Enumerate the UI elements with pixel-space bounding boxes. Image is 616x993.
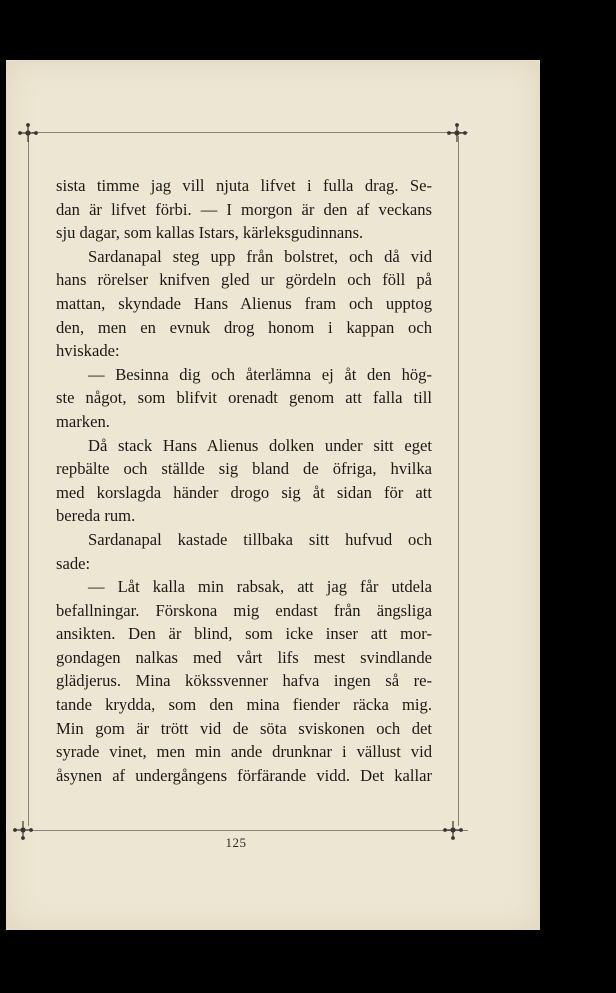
text-line: repbälte och ställde sig bland de öfriga, hvilka	[56, 459, 432, 479]
text-line: hviskade:	[56, 341, 120, 361]
text-line: marken.	[56, 411, 110, 431]
text-line: hans rörelser knifven gled ur gördeln och föll på	[56, 270, 432, 290]
text-line: glädjerus. Mina kökssvenner hafva ingen så re-	[56, 671, 432, 691]
corner-ornament-icon	[17, 122, 39, 144]
text-line: — Besinna dig och återlämna ej åt den hög-	[88, 364, 432, 384]
text-line: åsynen af undergångens förfärande vidd. Det kallar	[56, 765, 432, 785]
text-line: sade:	[56, 553, 91, 573]
frame-left-rule	[28, 136, 29, 826]
text-line: Min gom är trött vid de söta sviskonen och det	[56, 718, 432, 738]
text-line: — Låt kalla min rabsak, att jag får utdela	[88, 577, 432, 597]
page-number: 125	[225, 835, 247, 850]
corner-ornament-icon	[446, 122, 468, 144]
text-line: dan är lifvet förbi. — I morgon är den af veckans	[56, 199, 432, 219]
text-line: ste något, som blifvit orenadt genom att falla till	[56, 388, 432, 408]
text-line: mattan, skyndade Hans Alienus fram och upptog	[56, 293, 432, 313]
text-line: syrade vinet, men min ande drunknar i vällust vid	[56, 742, 432, 762]
text-line: Då stack Hans Alienus dolken under sitt eget	[88, 435, 432, 455]
text-line: bereda rum.	[56, 506, 136, 526]
frame-top-rule	[32, 132, 468, 133]
text-line: med korslagda händer drogo sig åt sidan för att	[56, 482, 432, 502]
text-line: Sardanapal kastade tillbaka sitt hufvud och	[88, 529, 432, 549]
text-line: tande krydda, som den mina fiender räcka mig.	[56, 695, 432, 715]
frame-bottom-rule	[32, 830, 468, 831]
text-line: befallningar. Förskona mig endast från ängsliga	[56, 600, 432, 620]
text-line: ansikten. Den är blind, som icke inser att mor-	[56, 624, 432, 644]
text-line: den, men en evnuk drog honom i kappan och	[56, 317, 432, 337]
frame-right-rule	[458, 136, 459, 826]
text-line: gondagen nalkas med vårt lifs mest svindlande	[56, 647, 432, 667]
body-text	[56, 174, 432, 787]
text-line: sju dagar, som kallas Istars, kärleksgudinnans.	[56, 223, 364, 243]
text-line: Sardanapal steg upp från bolstret, och då vid	[88, 246, 432, 266]
text-line: sista timme jag vill njuta lifvet i fulla drag. Se-	[56, 176, 432, 195]
